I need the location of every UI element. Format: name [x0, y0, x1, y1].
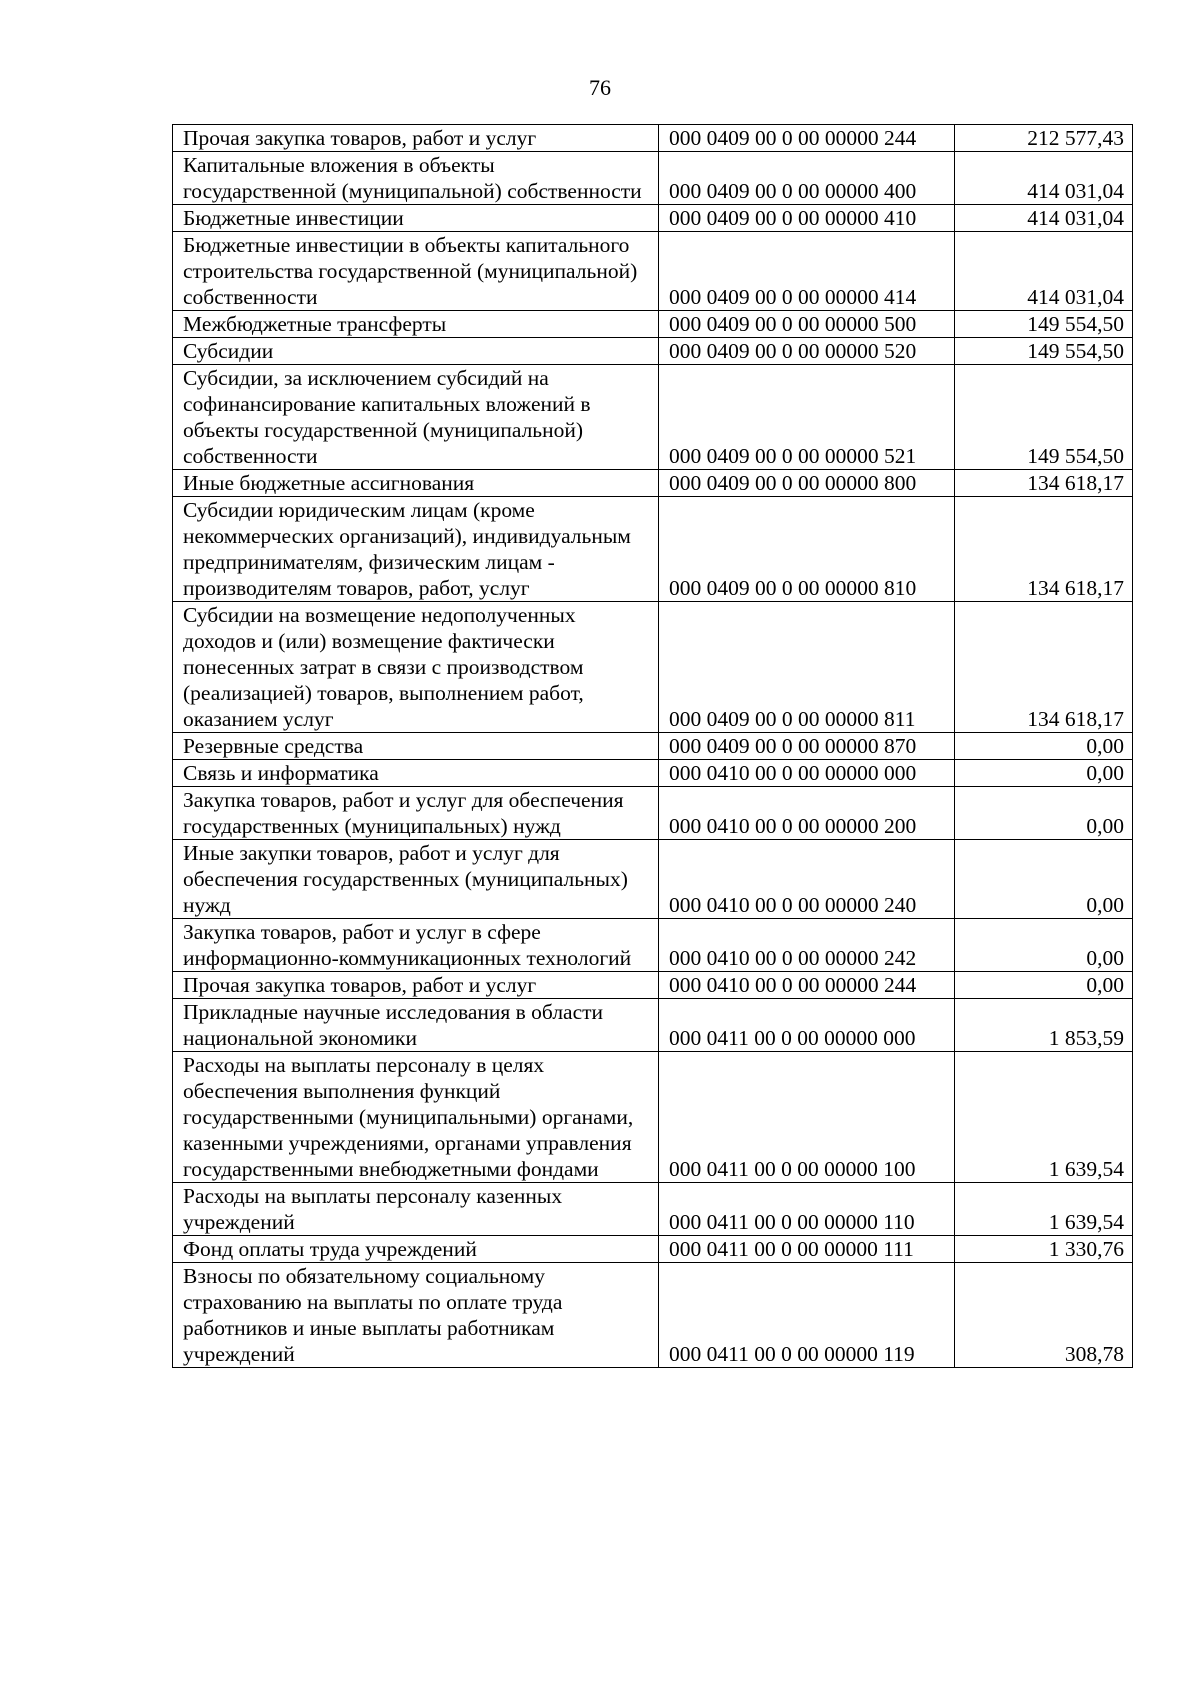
row-sum-cell: 414 031,04: [955, 205, 1133, 232]
row-name-cell: Прочая закупка товаров, работ и услуг: [173, 972, 659, 999]
row-sum-cell: 1 330,76: [955, 1236, 1133, 1263]
row-name-cell: Бюджетные инвестиции: [173, 205, 659, 232]
row-code-cell: 000 0411 00 0 00 00000 110: [659, 1183, 955, 1236]
row-sum-cell: 134 618,17: [955, 470, 1133, 497]
table-row: [173, 840, 1133, 919]
row-code-cell: 000 0409 00 0 00 00000 870: [659, 733, 955, 760]
row-name-cell: Субсидии, за исключением субсидий на софинансирование капитальных вложений в объекты государственной (муниципальной) собственности: [173, 365, 659, 470]
row-sum-cell: 149 554,50: [955, 311, 1133, 338]
row-sum-cell: 1 639,54: [955, 1183, 1133, 1236]
table-row: [173, 1052, 1133, 1183]
row-name-cell: Прочая закупка товаров, работ и услуг: [173, 125, 659, 152]
row-sum-cell: 0,00: [955, 972, 1133, 999]
table-row: [173, 152, 1133, 205]
budget-table: [172, 124, 1133, 1368]
row-name-cell: Расходы на выплаты персоналу казенных учреждений: [173, 1183, 659, 1236]
table-row: [173, 760, 1133, 787]
row-name-cell: Иные закупки товаров, работ и услуг для обеспечения государственных (муниципальных) нужд: [173, 840, 659, 919]
row-sum-cell: 134 618,17: [955, 497, 1133, 602]
row-code-cell: 000 0410 00 0 00 00000 244: [659, 972, 955, 999]
row-name-cell: Закупка товаров, работ и услуг для обеспечения государственных (муниципальных) нужд: [173, 787, 659, 840]
budget-table-body: [173, 125, 1133, 1368]
row-name-cell: Закупка товаров, работ и услуг в сфере информационно-коммуникационных технологий: [173, 919, 659, 972]
table-row: [173, 205, 1133, 232]
table-row: [173, 338, 1133, 365]
row-name-cell: Резервные средства: [173, 733, 659, 760]
row-name-cell: Расходы на выплаты персоналу в целях обеспечения выполнения функций государственными (муниципальными) органами, казенными учреждениями, органами управления государственными внебюджетными фондами: [173, 1052, 659, 1183]
row-sum-cell: 1 853,59: [955, 999, 1133, 1052]
table-row: [173, 602, 1133, 733]
row-code-cell: 000 0410 00 0 00 00000 240: [659, 840, 955, 919]
row-sum-cell: 308,78: [955, 1263, 1133, 1368]
row-code-cell: 000 0411 00 0 00 00000 111: [659, 1236, 955, 1263]
row-code-cell: 000 0411 00 0 00 00000 119: [659, 1263, 955, 1368]
table-row: [173, 125, 1133, 152]
row-name-cell: Капитальные вложения в объекты государственной (муниципальной) собственности: [173, 152, 659, 205]
row-sum-cell: 149 554,50: [955, 365, 1133, 470]
row-code-cell: 000 0410 00 0 00 00000 242: [659, 919, 955, 972]
row-code-cell: 000 0409 00 0 00 00000 520: [659, 338, 955, 365]
row-name-cell: Субсидии на возмещение недополученных доходов и (или) возмещение фактически понесенных затрат в связи с производством (реализацией) товаров, выполнением работ, оказанием услуг: [173, 602, 659, 733]
row-code-cell: 000 0409 00 0 00 00000 810: [659, 497, 955, 602]
table-row: [173, 787, 1133, 840]
row-sum-cell: 134 618,17: [955, 602, 1133, 733]
row-code-cell: 000 0409 00 0 00 00000 410: [659, 205, 955, 232]
row-sum-cell: 414 031,04: [955, 232, 1133, 311]
row-code-cell: 000 0410 00 0 00 00000 200: [659, 787, 955, 840]
row-name-cell: Межбюджетные трансферты: [173, 311, 659, 338]
row-code-cell: 000 0411 00 0 00 00000 000: [659, 999, 955, 1052]
table-row: [173, 232, 1133, 311]
table-row: [173, 999, 1133, 1052]
row-code-cell: 000 0409 00 0 00 00000 500: [659, 311, 955, 338]
row-sum-cell: 212 577,43: [955, 125, 1133, 152]
row-name-cell: Фонд оплаты труда учреждений: [173, 1236, 659, 1263]
table-row: [173, 1183, 1133, 1236]
row-sum-cell: 0,00: [955, 733, 1133, 760]
row-code-cell: 000 0411 00 0 00 00000 100: [659, 1052, 955, 1183]
row-code-cell: 000 0409 00 0 00 00000 811: [659, 602, 955, 733]
table-row: [173, 972, 1133, 999]
row-name-cell: Субсидии: [173, 338, 659, 365]
row-sum-cell: 414 031,04: [955, 152, 1133, 205]
row-code-cell: 000 0409 00 0 00 00000 244: [659, 125, 955, 152]
row-code-cell: 000 0410 00 0 00 00000 000: [659, 760, 955, 787]
table-row: [173, 365, 1133, 470]
table-row: [173, 1263, 1133, 1368]
row-sum-cell: 0,00: [955, 840, 1133, 919]
row-name-cell: Взносы по обязательному социальному страхованию на выплаты по оплате труда работников и иные выплаты работникам учреждений: [173, 1263, 659, 1368]
row-code-cell: 000 0409 00 0 00 00000 521: [659, 365, 955, 470]
row-sum-cell: 0,00: [955, 760, 1133, 787]
row-code-cell: 000 0409 00 0 00 00000 414: [659, 232, 955, 311]
table-row: [173, 470, 1133, 497]
row-name-cell: Связь и информатика: [173, 760, 659, 787]
row-name-cell: Субсидии юридическим лицам (кроме некоммерческих организаций), индивидуальным предпринимателям, физическим лицам - производителям товаров, работ, услуг: [173, 497, 659, 602]
row-sum-cell: 0,00: [955, 787, 1133, 840]
row-sum-cell: 149 554,50: [955, 338, 1133, 365]
row-sum-cell: 0,00: [955, 919, 1133, 972]
row-code-cell: 000 0409 00 0 00 00000 400: [659, 152, 955, 205]
table-row: [173, 311, 1133, 338]
row-name-cell: Прикладные научные исследования в области национальной экономики: [173, 999, 659, 1052]
table-row: [173, 497, 1133, 602]
row-code-cell: 000 0409 00 0 00 00000 800: [659, 470, 955, 497]
row-sum-cell: 1 639,54: [955, 1052, 1133, 1183]
table-row: [173, 1236, 1133, 1263]
row-name-cell: Иные бюджетные ассигнования: [173, 470, 659, 497]
table-row: [173, 733, 1133, 760]
row-name-cell: Бюджетные инвестиции в объекты капитального строительства государственной (муниципальной) собственности: [173, 232, 659, 311]
page-number: 76: [589, 75, 611, 100]
table-row: [173, 919, 1133, 972]
